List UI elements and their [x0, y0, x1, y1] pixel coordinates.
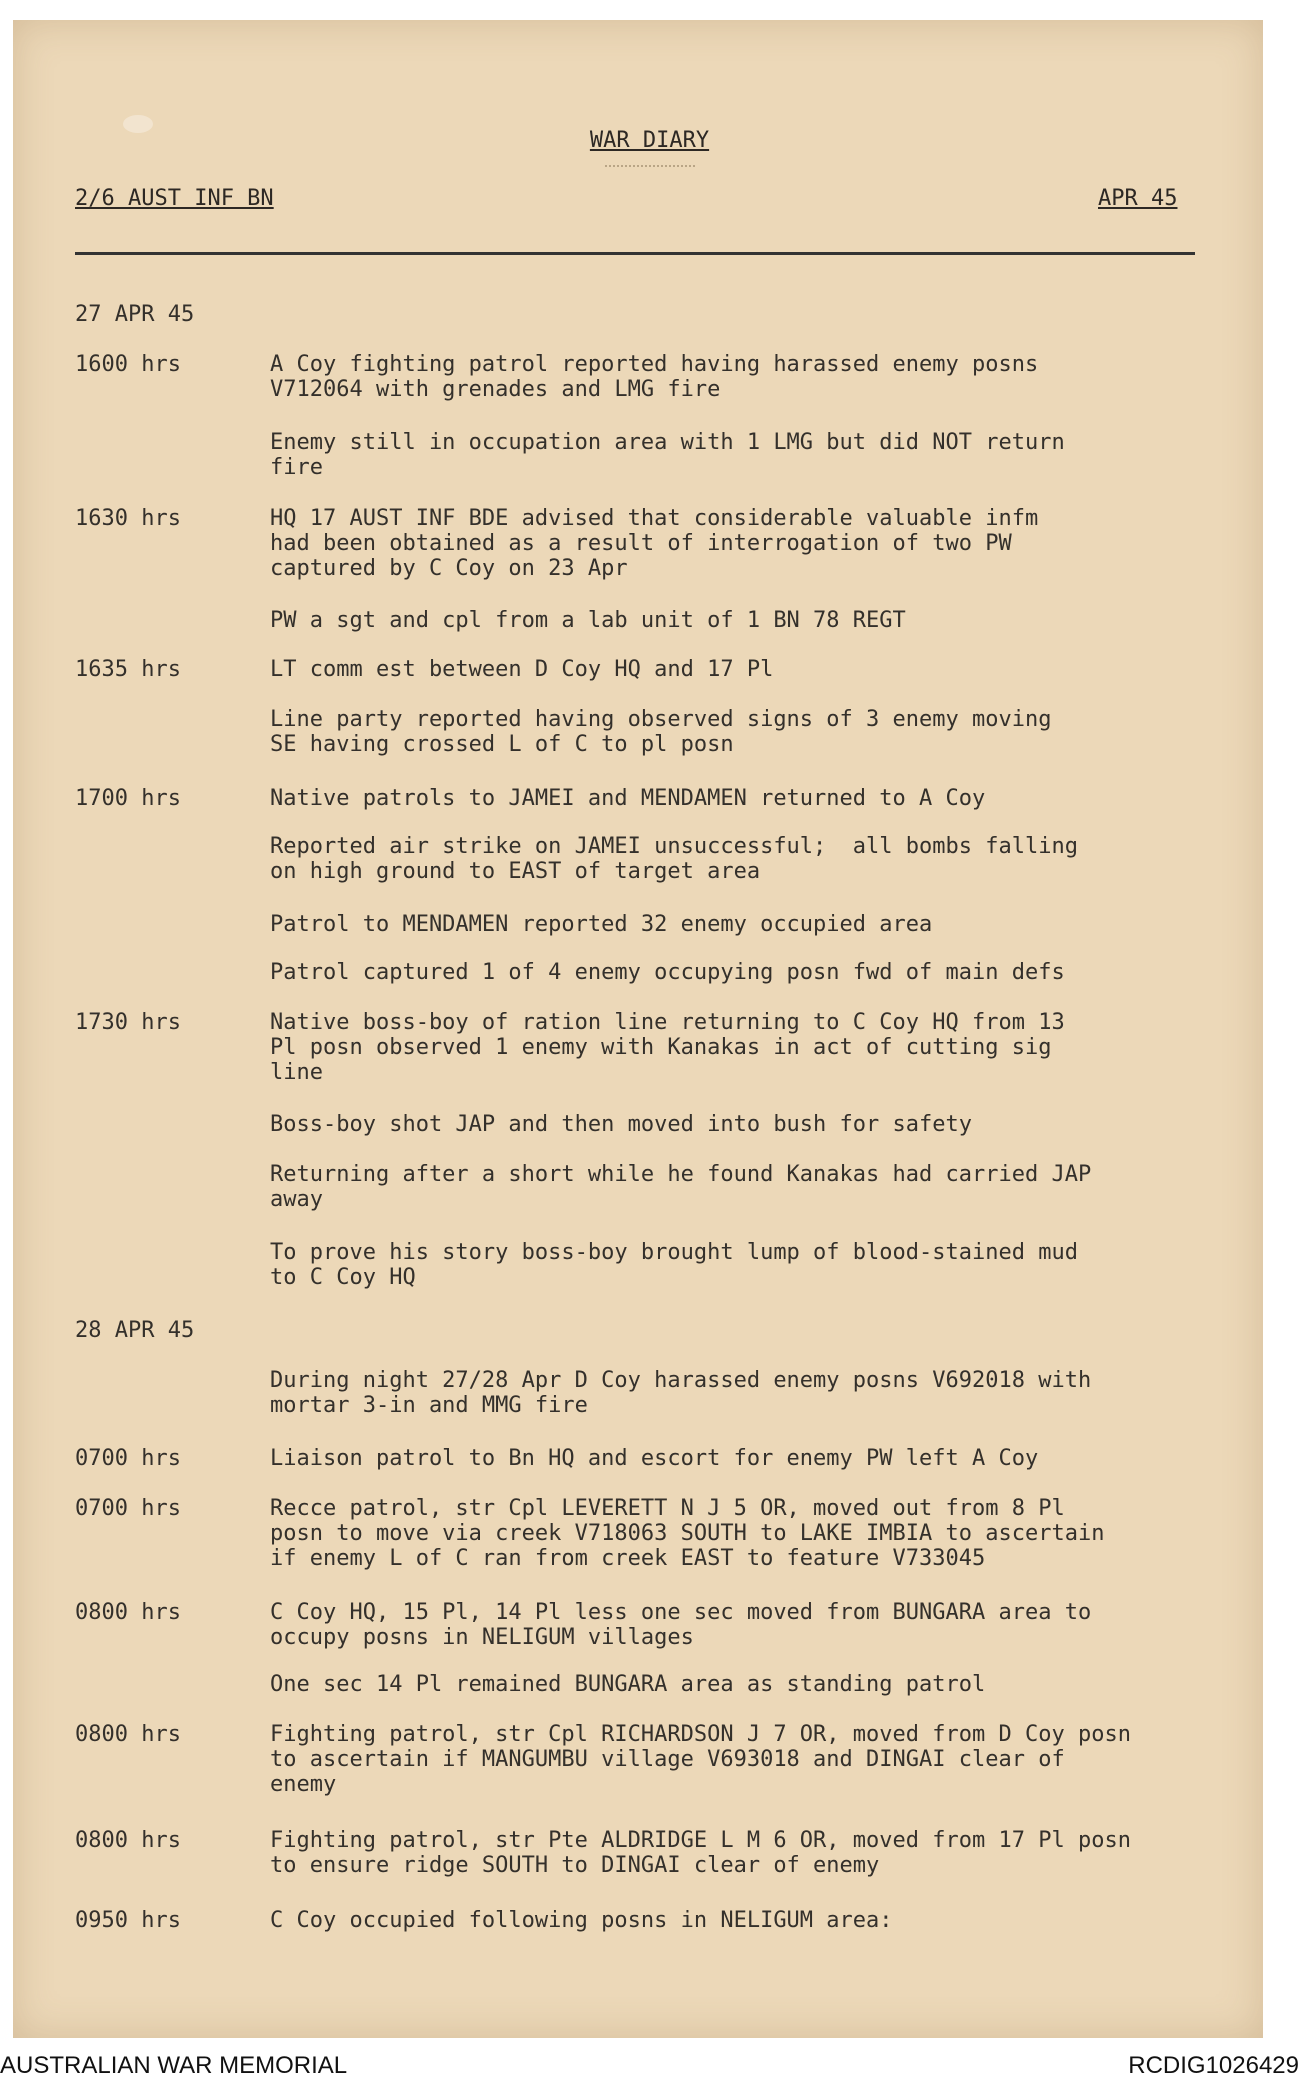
- entry-text: Fighting patrol, str Pte ALDRIDGE L M 6 OR, moved from 17 Pl posn to ensure ridge SOUTH to DINGAI clear of enemy: [270, 1828, 1131, 1878]
- entry-text: Line party reported having observed signs of 3 enemy moving SE having crossed L of C to pl posn: [270, 707, 1052, 757]
- unit-name: 2/6 AUST INF BN: [75, 186, 274, 211]
- entry-text: C Coy occupied following posns in NELIGUM area:: [270, 1908, 893, 1933]
- entry-time: 1730 hrs: [75, 1010, 181, 1035]
- entry-text: One sec 14 Pl remained BUNGARA area as standing patrol: [270, 1672, 986, 1697]
- entry-text: Returning after a short while he found Kanakas had carried JAP away: [270, 1162, 1092, 1212]
- entry-text: Enemy still in occupation area with 1 LMG but did NOT return fire: [270, 430, 1065, 480]
- entry-time: 0800 hrs: [75, 1600, 181, 1625]
- entry-time: 0800 hrs: [75, 1828, 181, 1853]
- entry-time: 0700 hrs: [75, 1496, 181, 1521]
- header-rule: [75, 252, 1195, 255]
- entry-text: LT comm est between D Coy HQ and 17 Pl: [270, 657, 774, 682]
- entry-text: During night 27/28 Apr D Coy harassed enemy posns V692018 with mortar 3-in and MMG fire: [270, 1368, 1092, 1418]
- entry-time: 0700 hrs: [75, 1446, 181, 1471]
- entry-text: Fighting patrol, str Cpl RICHARDSON J 7 OR, moved from D Coy posn to ascertain if MANGUMBU village V693018 and DINGAI clear of enemy: [270, 1722, 1131, 1797]
- entry-time: 0800 hrs: [75, 1722, 181, 1747]
- entry-text: Patrol captured 1 of 4 enemy occupying posn fwd of main defs: [270, 960, 1065, 985]
- entry-date: 28 APR 45: [75, 1318, 195, 1343]
- entry-text: Native boss-boy of ration line returning to C Coy HQ from 13 Pl posn observed 1 enemy with Kanakas in act of cutting sig line: [270, 1010, 1065, 1085]
- entry-time: 1630 hrs: [75, 506, 181, 531]
- entry-time: 1635 hrs: [75, 657, 181, 682]
- entry-text: Recce patrol, str Cpl LEVERETT N J 5 OR, moved out from 8 Pl posn to move via creek V718063 SOUTH to LAKE IMBIA to ascertain if enemy L of C ran from creek EAST to feature V733045: [270, 1496, 1105, 1571]
- diary-month: APR 45: [1098, 186, 1178, 211]
- entry-time: 1600 hrs: [75, 352, 181, 377]
- entry-text: A Coy fighting patrol reported having harassed enemy posns V712064 with grenades and LMG fire: [270, 352, 1039, 402]
- entry-text: To prove his story boss-boy brought lump of blood-stained mud to C Coy HQ: [270, 1240, 1078, 1290]
- entry-text: C Coy HQ, 15 Pl, 14 Pl less one sec moved from BUNGARA area to occupy posns in NELIGUM villages: [270, 1600, 1092, 1650]
- entry-text: PW a sgt and cpl from a lab unit of 1 BN 78 REGT: [270, 608, 906, 633]
- entry-text: Liaison patrol to Bn HQ and escort for enemy PW left A Coy: [270, 1446, 1039, 1471]
- entry-time: 1700 hrs: [75, 786, 181, 811]
- page-title: WAR DIARY: [589, 128, 710, 153]
- footer-id: RCDIG1026429: [1128, 2052, 1299, 2079]
- entry-text: Boss-boy shot JAP and then moved into bush for safety: [270, 1112, 972, 1137]
- entry-date: 27 APR 45: [75, 302, 195, 327]
- footer-source: AUSTRALIAN WAR MEMORIAL: [0, 2052, 348, 2079]
- entry-text: Patrol to MENDAMEN reported 32 enemy occupied area: [270, 912, 933, 937]
- entry-text: HQ 17 AUST INF BDE advised that considerable valuable infm had been obtained as a result of interrogation of two PW captured by C Coy on 23 Apr: [270, 506, 1039, 581]
- title-dots: [605, 165, 695, 167]
- entry-text: Reported air strike on JAMEI unsuccessful; all bombs falling on high ground to EAST of target area: [270, 834, 1078, 884]
- entry-time: 0950 hrs: [75, 1908, 181, 1933]
- entry-text: Native patrols to JAMEI and MENDAMEN returned to A Coy: [270, 786, 986, 811]
